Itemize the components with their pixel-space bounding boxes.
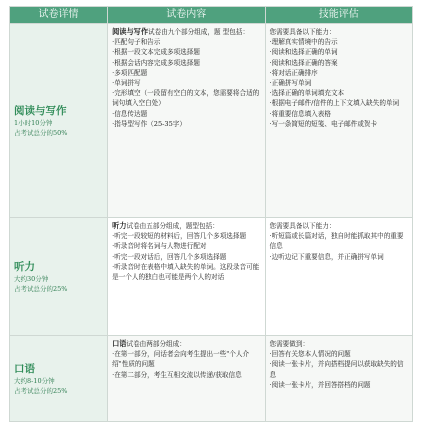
skills-list-item: ·根据电子邮件/信件的上下文填入缺失的单词 [269,99,400,108]
section-content-cell [108,218,265,336]
section-details-cell [10,218,108,336]
exam-info-table [9,6,413,422]
skills-list-item: ·将重要信息填入表格 [269,109,331,118]
skills-list-item: ·边听边记下重要信息，并正确拼写单词 [269,252,384,261]
skills-list-item: ·回答有关您本人情况的问题 [269,350,351,359]
content-intro [112,339,260,349]
content-intro [112,221,260,231]
section-share: 占考试总分的50% [14,129,68,137]
skills-list-item: ·阅读一张卡片，并回答搭档的问题 [269,380,371,389]
content-list-item: ·根据会话内容完成多项选择题 [112,58,200,67]
skills-intro: 您需要具备以下能力： [269,222,336,230]
skills-list-item: ·阅读一张卡片，并向搭档提问以获取缺失的信息 [269,360,404,379]
skills-list-item: ·选择正确的单词填充文本 [269,89,345,98]
section-details-cell [10,24,108,218]
skills-intro: 您需要做到： [269,340,310,348]
content-list-item: ·完形填空（一段留有空白的文本，您需要将合适的词句填入空白处） [112,89,260,108]
section-skills-cell [265,218,413,336]
section-row [10,24,413,218]
header-exam-details: 试卷详情 [10,7,108,24]
section-details-cell [10,336,108,422]
content-list-item: ·指导型写作（25-35字） [112,119,186,128]
section-skills-cell [265,336,413,422]
section-content-cell [108,336,265,422]
section-title: 口语 [14,363,35,375]
content-list-item: ·在第一部分，问话者会向考生提出一些"个人介绍"性质的问题 [112,350,250,369]
content-list-item: ·听完一段对话后，回答几个多项选择题 [112,252,227,261]
skills-list-item: ·阅读和选择正确的答案 [269,58,338,67]
header-skills-assessment: 技能评估 [265,7,413,24]
section-share: 占考试总分的25% [14,285,68,293]
content-list-item: ·在第二部分，考生互相交流以传递/获取信息 [112,370,242,379]
content-intro-bold: 阅读与写作 [112,27,149,36]
content-intro-text: 试卷由五部分组成，题型包括： [126,222,219,230]
content-list-item: ·多项匹配题 [112,68,148,77]
section-share: 占考试总分的25% [14,387,68,395]
content-list-item: ·听录音时将名词与人物进行配对 [112,242,207,251]
content-intro-bold: 听力 [112,221,127,230]
content-intro-bold: 口语 [112,339,127,348]
content-list-item: ·听录音时在表格中填入缺失的单词。这段录音可能是一个人的独白也可能是两个人的对话 [112,262,260,282]
section-skills-cell [265,24,413,218]
section-duration: 大约8-10分钟 [14,377,55,385]
skills-list-item: ·阅读和选择正确的单词 [269,48,338,57]
content-intro [112,27,260,37]
section-content-cell [108,24,265,218]
skills-list-item: ·听短篇或长篇对话，独自时能抓取其中的重要信息 [269,232,404,251]
section-duration: 大约30分钟 [14,275,49,283]
section-title: 阅读与写作 [14,105,67,117]
content-list-item: ·信息传达题 [112,109,148,118]
skills-list-item: ·正确拼写单词 [269,79,312,88]
section-title: 听力 [14,261,35,273]
section-row [10,336,413,422]
content-intro-text: 试卷由九个部分组成，题 型包括： [148,28,250,36]
content-intro-text: 试卷由两部分组成： [126,340,186,348]
header-exam-content: 试卷内容 [108,7,265,24]
skills-list-item: ·将对话正确排序 [269,68,318,77]
content-list-item: ·匹配句子和告示 [112,38,161,47]
content-list-item: ·单词拼写 [112,79,141,88]
skills-intro: 您需要具备以下能力： [269,28,336,36]
content-list-item: ·根据一段文本完成多项选择题 [112,48,200,57]
skills-list-item: ·理解真实情境中的告示 [269,38,338,47]
section-row [10,218,413,336]
table-header-row [10,7,413,24]
section-duration: 1小时10分钟 [14,119,53,127]
skills-list-item: ·写一条简短的短笺、电子邮件或贺卡 [269,119,378,128]
content-list-item: ·听完一段较短的材料后，回答几个多项选择题 [112,232,247,241]
